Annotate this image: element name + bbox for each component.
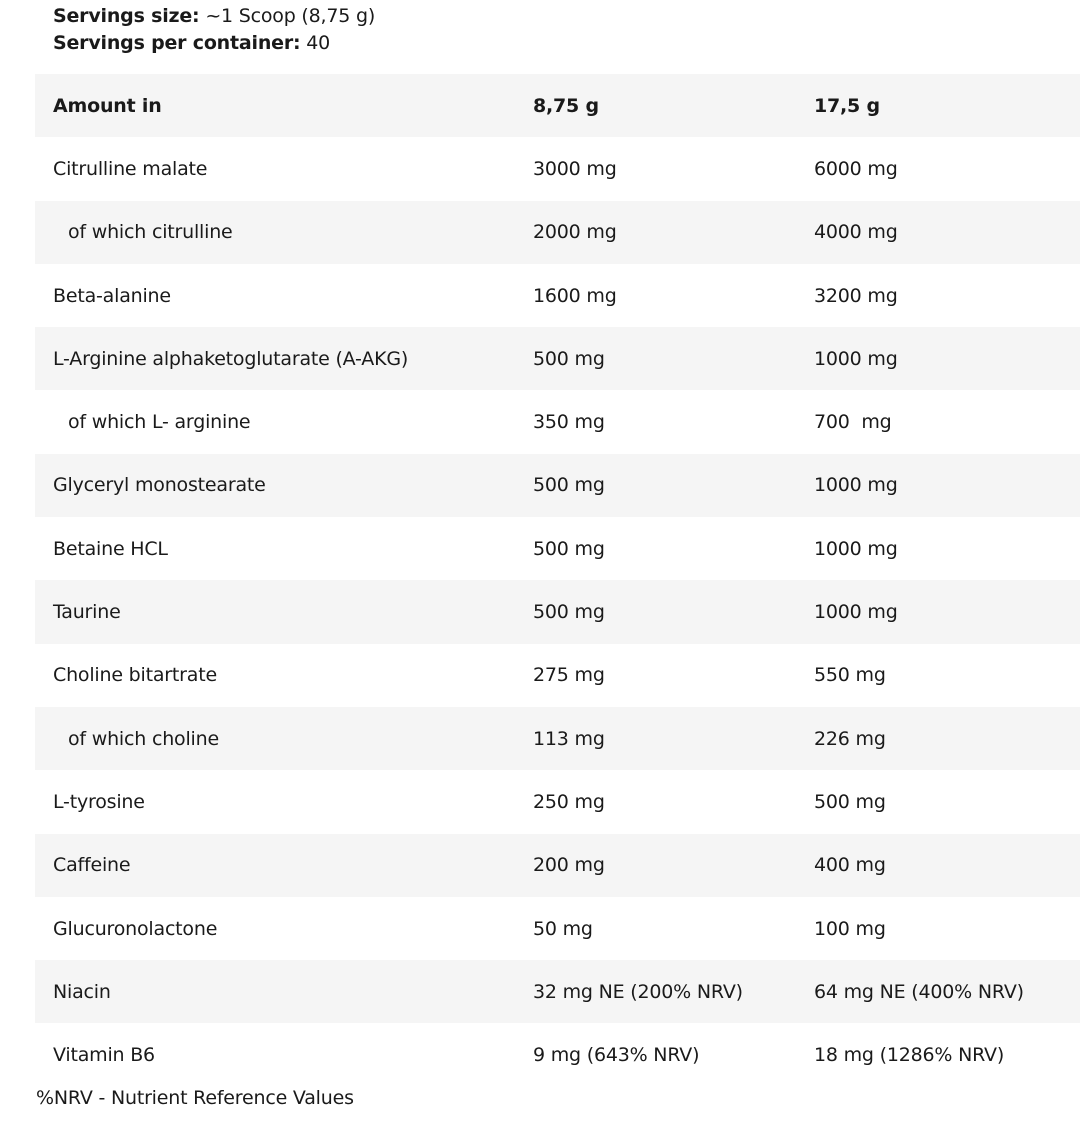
amount-per-two-servings: 700 mg bbox=[814, 411, 892, 434]
serving-size-value: ~1 Scoop (8,75 g) bbox=[205, 5, 376, 27]
amount-per-serving: 113 mg bbox=[533, 727, 605, 750]
amount-per-two-servings: 6000 mg bbox=[814, 157, 898, 180]
ingredient-name: of which L- arginine bbox=[68, 411, 251, 434]
amount-per-serving: 500 mg bbox=[533, 474, 605, 497]
amount-per-two-servings: 1000 mg bbox=[814, 537, 898, 560]
ingredient-name: Choline bitartrate bbox=[53, 664, 217, 687]
ingredient-name: Taurine bbox=[53, 601, 121, 624]
table-row bbox=[35, 454, 1080, 517]
table-header-row bbox=[35, 74, 1080, 137]
header-col-b: 17,5 g bbox=[814, 94, 880, 117]
ingredient-name: Betaine HCL bbox=[53, 537, 168, 560]
ingredient-name: of which citrulline bbox=[68, 221, 233, 244]
ingredient-name: Citrulline malate bbox=[53, 157, 208, 180]
ingredient-name: Niacin bbox=[53, 980, 111, 1003]
amount-per-two-servings: 64 mg NE (400% NRV) bbox=[814, 980, 1024, 1003]
table-row bbox=[35, 390, 1080, 453]
amount-per-two-servings: 550 mg bbox=[814, 664, 886, 687]
amount-per-two-servings: 100 mg bbox=[814, 917, 886, 940]
amount-per-serving: 275 mg bbox=[533, 664, 605, 687]
table-row bbox=[35, 960, 1080, 1023]
amount-per-two-servings: 18 mg (1286% NRV) bbox=[814, 1044, 1005, 1067]
table-row bbox=[35, 201, 1080, 264]
amount-per-two-servings: 4000 mg bbox=[814, 221, 898, 244]
servings-per-container-label: Servings per container: bbox=[53, 32, 301, 54]
amount-per-serving: 1600 mg bbox=[533, 284, 617, 307]
amount-per-two-servings: 500 mg bbox=[814, 790, 886, 813]
amount-per-serving: 250 mg bbox=[533, 790, 605, 813]
ingredient-name: Caffeine bbox=[53, 854, 131, 877]
amount-per-two-servings: 1000 mg bbox=[814, 347, 898, 370]
amount-per-serving: 50 mg bbox=[533, 917, 593, 940]
nrv-footnote: %NRV - Nutrient Reference Values bbox=[36, 1087, 354, 1109]
table-row bbox=[35, 264, 1080, 327]
table-row bbox=[35, 517, 1080, 580]
amount-per-two-servings: 226 mg bbox=[814, 727, 886, 750]
serving-size-label: Servings size: bbox=[53, 5, 200, 27]
servings-per-container bbox=[53, 31, 330, 55]
amount-per-serving: 9 mg (643% NRV) bbox=[533, 1044, 700, 1067]
ingredient-name: Glyceryl monostearate bbox=[53, 474, 266, 497]
table-row bbox=[35, 707, 1080, 770]
serving-size bbox=[53, 4, 375, 28]
ingredient-name: of which choline bbox=[68, 727, 219, 750]
table-row bbox=[35, 580, 1080, 643]
amount-per-serving: 3000 mg bbox=[533, 157, 617, 180]
amount-per-serving: 350 mg bbox=[533, 411, 605, 434]
amount-per-two-servings: 1000 mg bbox=[814, 474, 898, 497]
ingredient-name: Glucuronolactone bbox=[53, 917, 218, 940]
table-row bbox=[35, 137, 1080, 200]
ingredient-name: Beta-alanine bbox=[53, 284, 171, 307]
amount-per-serving: 500 mg bbox=[533, 347, 605, 370]
nutrition-table bbox=[35, 74, 1080, 1087]
table-row bbox=[35, 897, 1080, 960]
ingredient-name: L-tyrosine bbox=[53, 790, 145, 813]
header-amount-in: Amount in bbox=[53, 94, 162, 117]
servings-per-container-value: 40 bbox=[306, 32, 331, 54]
table-row bbox=[35, 327, 1080, 390]
amount-per-two-servings: 400 mg bbox=[814, 854, 886, 877]
amount-per-serving: 200 mg bbox=[533, 854, 605, 877]
amount-per-two-servings: 3200 mg bbox=[814, 284, 898, 307]
amount-per-serving: 500 mg bbox=[533, 537, 605, 560]
table-row bbox=[35, 644, 1080, 707]
amount-per-serving: 500 mg bbox=[533, 601, 605, 624]
amount-per-serving: 32 mg NE (200% NRV) bbox=[533, 980, 743, 1003]
table-row bbox=[35, 834, 1080, 897]
table-row bbox=[35, 770, 1080, 833]
ingredient-name: L-Arginine alphaketoglutarate (A-AKG) bbox=[53, 347, 409, 370]
amount-per-two-servings: 1000 mg bbox=[814, 601, 898, 624]
header-col-a: 8,75 g bbox=[533, 94, 599, 117]
table-row bbox=[35, 1023, 1080, 1086]
ingredient-name: Vitamin B6 bbox=[53, 1044, 155, 1067]
amount-per-serving: 2000 mg bbox=[533, 221, 617, 244]
